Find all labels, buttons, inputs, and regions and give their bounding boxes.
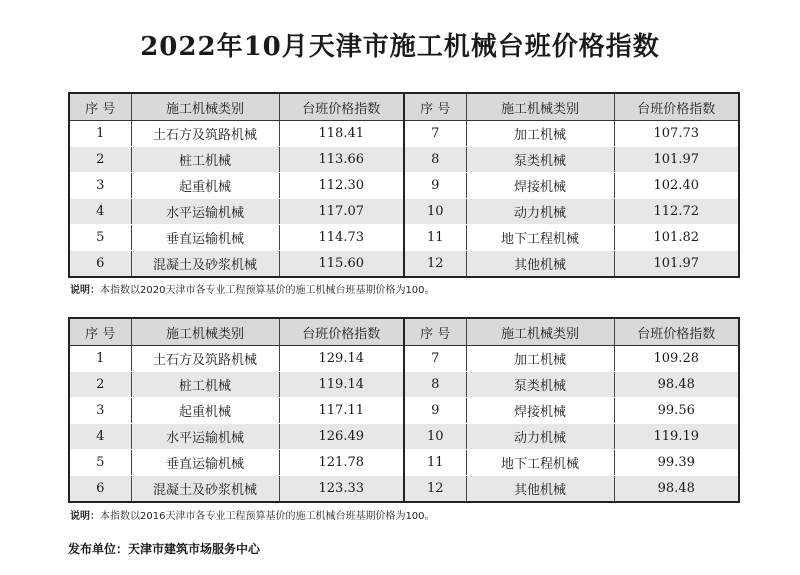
machine-category-cell: 地下工程机械: [466, 450, 614, 476]
serial-no-cell: 3: [69, 398, 131, 424]
machine-category-cell: 动力机械: [466, 199, 614, 225]
publisher: 发布单位：天津市建筑市场服务中心: [68, 542, 261, 556]
price-index-cell: 109.28: [614, 346, 739, 372]
price-index-cell: 117.07: [279, 199, 404, 225]
table-header-row: [69, 318, 739, 346]
header-machine-category: 施工机械类别: [131, 93, 279, 121]
note-label: 说明：: [70, 511, 100, 522]
price-index-cell: 121.78: [279, 450, 404, 476]
price-index-cell: 99.56: [614, 398, 739, 424]
price-index-cell: 126.49: [279, 424, 404, 450]
machine-category-cell: 混凝土及砂浆机械: [131, 476, 279, 503]
table-row: [69, 476, 739, 503]
header-price-index: 台班价格指数: [279, 318, 404, 346]
note-label: 说明：: [70, 285, 100, 296]
price-index-cell: 114.73: [279, 225, 404, 251]
serial-no-cell: 11: [404, 450, 466, 476]
serial-no-cell: 1: [69, 121, 131, 147]
machine-category-cell: 焊接机械: [466, 398, 614, 424]
header-machine-category: 施工机械类别: [466, 318, 614, 346]
note-text: 本指数以2016天津市各专业工程预算基价的施工机械台班基期价格为100。: [100, 511, 435, 522]
serial-no-cell: 9: [404, 398, 466, 424]
serial-no-cell: 10: [404, 199, 466, 225]
header-price-index: 台班价格指数: [614, 93, 739, 121]
table1-note: [70, 281, 435, 296]
machine-category-cell: 垂直运输机械: [131, 450, 279, 476]
machine-category-cell: 土石方及筑路机械: [131, 346, 279, 372]
machine-category-cell: 动力机械: [466, 424, 614, 450]
price-index-cell: 115.60: [279, 251, 404, 278]
serial-no-cell: 5: [69, 450, 131, 476]
machine-category-cell: 焊接机械: [466, 173, 614, 199]
serial-no-cell: 8: [404, 147, 466, 173]
machine-category-cell: 加工机械: [466, 346, 614, 372]
serial-no-cell: 1: [69, 346, 131, 372]
header-serial-no: 序 号: [404, 318, 466, 346]
machine-category-cell: 泵类机械: [466, 372, 614, 398]
serial-no-cell: 12: [404, 251, 466, 278]
serial-no-cell: 7: [404, 346, 466, 372]
table-row: [69, 398, 739, 424]
header-serial-no: 序 号: [69, 318, 131, 346]
page-title: 2022年10月天津市施工机械台班价格指数: [140, 32, 660, 62]
price-index-table-2016-base: [68, 317, 740, 503]
header-price-index: 台班价格指数: [279, 93, 404, 121]
table-row: [69, 147, 739, 173]
price-index-cell: 102.40: [614, 173, 739, 199]
price-index-cell: 119.19: [614, 424, 739, 450]
header-price-index: 台班价格指数: [614, 318, 739, 346]
price-index-cell: 112.72: [614, 199, 739, 225]
header-machine-category: 施工机械类别: [131, 318, 279, 346]
machine-category-cell: 混凝土及砂浆机械: [131, 251, 279, 278]
serial-no-cell: 2: [69, 147, 131, 173]
table-row: [69, 372, 739, 398]
serial-no-cell: 9: [404, 173, 466, 199]
price-index-cell: 119.14: [279, 372, 404, 398]
serial-no-cell: 6: [69, 476, 131, 503]
table-header-row: [69, 93, 739, 121]
header-serial-no: 序 号: [69, 93, 131, 121]
table-row: [69, 121, 739, 147]
table-row: [69, 199, 739, 225]
machine-category-cell: 加工机械: [466, 121, 614, 147]
price-index-cell: 113.66: [279, 147, 404, 173]
header-serial-no: 序 号: [404, 93, 466, 121]
machine-category-cell: 土石方及筑路机械: [131, 121, 279, 147]
machine-category-cell: 起重机械: [131, 398, 279, 424]
machine-category-cell: 桩工机械: [131, 147, 279, 173]
serial-no-cell: 3: [69, 173, 131, 199]
price-index-table-2020-base: [68, 92, 740, 278]
price-index-cell: 99.39: [614, 450, 739, 476]
serial-no-cell: 5: [69, 225, 131, 251]
machine-category-cell: 其他机械: [466, 251, 614, 278]
price-index-cell: 101.97: [614, 251, 739, 278]
machine-category-cell: 泵类机械: [466, 147, 614, 173]
price-index-cell: 123.33: [279, 476, 404, 503]
serial-no-cell: 12: [404, 476, 466, 503]
price-index-cell: 101.97: [614, 147, 739, 173]
serial-no-cell: 8: [404, 372, 466, 398]
price-index-cell: 112.30: [279, 173, 404, 199]
serial-no-cell: 10: [404, 424, 466, 450]
table-row: [69, 424, 739, 450]
price-index-cell: 118.41: [279, 121, 404, 147]
machine-category-cell: 其他机械: [466, 476, 614, 503]
serial-no-cell: 7: [404, 121, 466, 147]
price-index-cell: 117.11: [279, 398, 404, 424]
table-row: [69, 450, 739, 476]
table-row: [69, 225, 739, 251]
price-index-cell: 98.48: [614, 476, 739, 503]
serial-no-cell: 11: [404, 225, 466, 251]
serial-no-cell: 4: [69, 424, 131, 450]
price-index-cell: 98.48: [614, 372, 739, 398]
table-row: [69, 346, 739, 372]
price-index-cell: 129.14: [279, 346, 404, 372]
header-machine-category: 施工机械类别: [466, 93, 614, 121]
table2-note: [70, 507, 435, 522]
serial-no-cell: 4: [69, 199, 131, 225]
machine-category-cell: 垂直运输机械: [131, 225, 279, 251]
machine-category-cell: 起重机械: [131, 173, 279, 199]
machine-category-cell: 地下工程机械: [466, 225, 614, 251]
table-row: [69, 173, 739, 199]
table-row: [69, 251, 739, 278]
note-text: 本指数以2020天津市各专业工程预算基价的施工机械台班基期价格为100。: [100, 285, 435, 296]
serial-no-cell: 2: [69, 372, 131, 398]
machine-category-cell: 水平运输机械: [131, 424, 279, 450]
price-index-cell: 107.73: [614, 121, 739, 147]
machine-category-cell: 水平运输机械: [131, 199, 279, 225]
serial-no-cell: 6: [69, 251, 131, 278]
machine-category-cell: 桩工机械: [131, 372, 279, 398]
price-index-cell: 101.82: [614, 225, 739, 251]
